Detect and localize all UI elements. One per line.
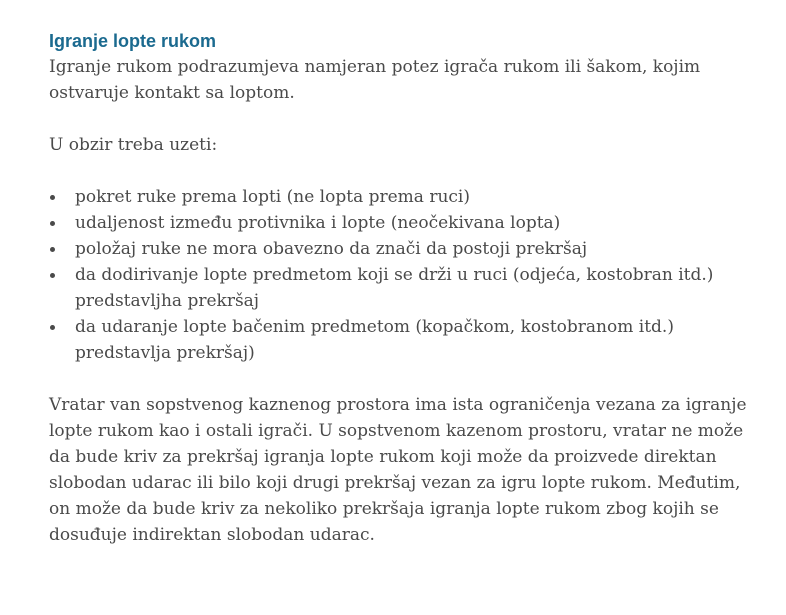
list-item-line: položaj ruke ne mora obavezno da znači da postoji prekršaj: [75, 239, 588, 259]
list-item-line: da dodirivanje lopte predmetom koji se drži u ruci (odjeća, kostobran itd.): [75, 265, 714, 285]
closing-line: dosuđuje indirektan slobodan udarac.: [49, 525, 375, 545]
bullet-icon: [50, 273, 55, 278]
paragraph-gap: [49, 158, 769, 184]
closing-line: lopte rukom kao i ostali igrači. U sopstvenom kazenom prostoru, vratar ne može: [49, 421, 744, 441]
closing-line: slobodan udarac ili bilo koji drugi prekršaj vezan za igru lopte rukom. Međutim,: [49, 473, 741, 493]
document-page: [49, 28, 769, 548]
list-item: [49, 236, 769, 262]
paragraph-gap: [49, 106, 769, 132]
bullet-list: [49, 184, 769, 366]
list-item: [49, 210, 769, 236]
consider-label: U obzir treba uzeti:: [49, 135, 218, 155]
closing-line: on može da bude kriv za nekoliko prekršaja igranja lopte rukom zbog kojih se: [49, 499, 719, 519]
list-item-line: predstavlja prekršaj): [75, 343, 255, 363]
bullet-icon: [50, 195, 55, 200]
list-item: [49, 262, 769, 314]
list-item-line: predstavljha prekršaj: [75, 291, 260, 311]
list-item: [49, 314, 769, 366]
bullet-icon: [50, 221, 55, 226]
closing-paragraph: [49, 392, 769, 548]
paragraph-gap: [49, 366, 769, 392]
list-item-line: udaljenost između protivnika i lopte (neočekivana lopta): [75, 213, 561, 233]
intro-line: ostvaruje kontakt sa loptom.: [49, 83, 295, 103]
intro-line: Igranje rukom podrazumjeva namjeran potez igrača rukom ili šakom, kojim: [49, 57, 701, 77]
bullet-icon: [50, 325, 55, 330]
closing-line: Vratar van sopstvenog kaznenog prostora ima ista ograničenja vezana za igranje: [49, 395, 747, 415]
list-item: [49, 184, 769, 210]
list-item-line: pokret ruke prema lopti (ne lopta prema ruci): [75, 187, 471, 207]
closing-line: da bude kriv za prekršaj igranja lopte rukom koji može da proizvede direktan: [49, 447, 717, 467]
section-heading: Igranje lopte rukom: [49, 31, 217, 51]
bullet-icon: [50, 247, 55, 252]
intro-paragraph: [49, 54, 769, 106]
list-item-line: da udaranje lopte bačenim predmetom (kopačkom, kostobranom itd.): [75, 317, 674, 337]
